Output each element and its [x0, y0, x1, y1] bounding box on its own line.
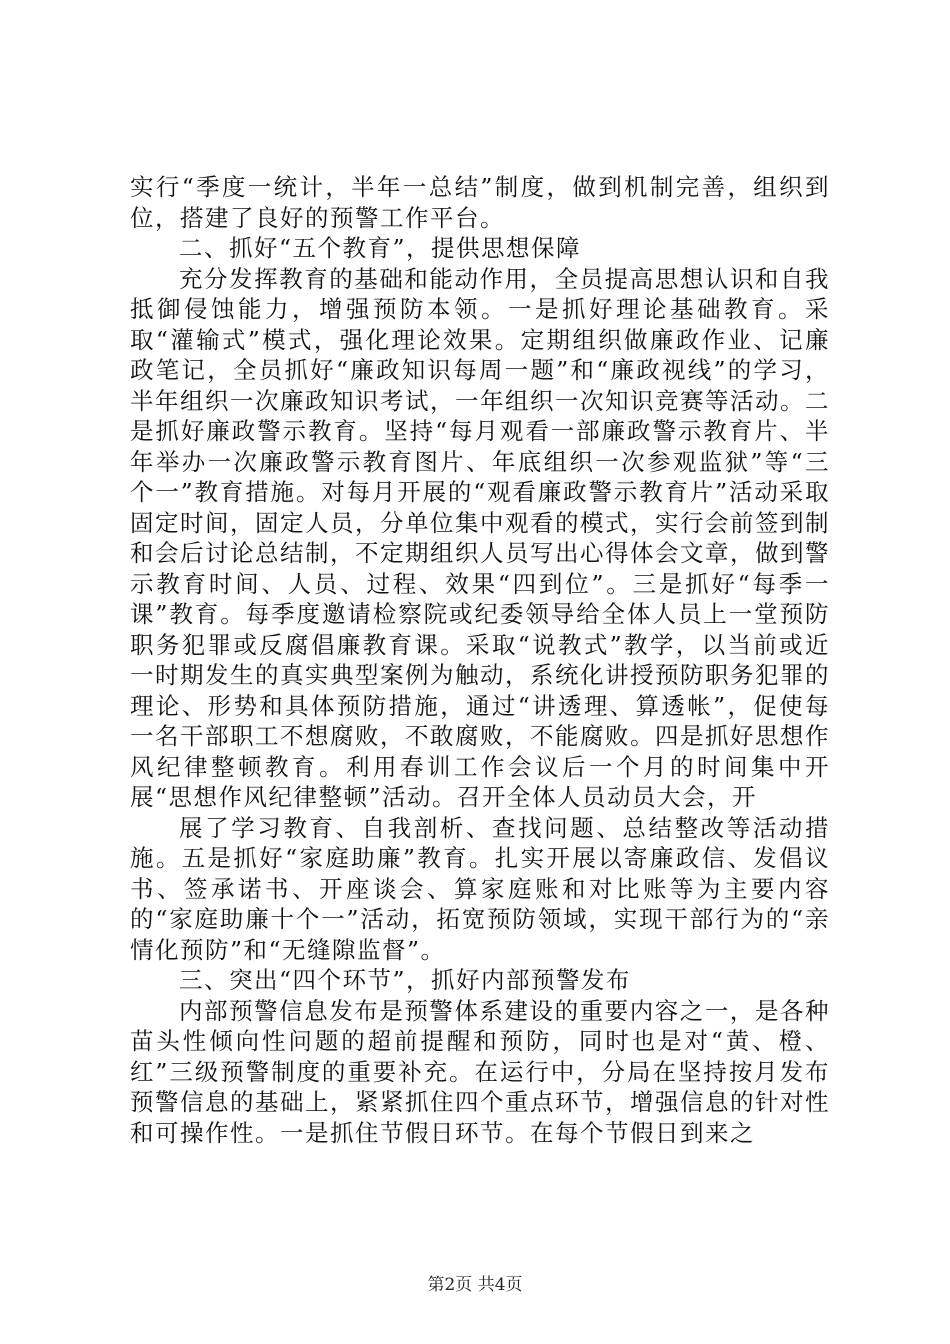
page-number-footer: 第2页 共4页 [427, 1275, 523, 1295]
section-heading-three: 三、突出“四个环节”，抓好内部预警发布 [179, 966, 632, 994]
document-body [130, 172, 830, 1148]
paragraph-family-education: 展了学习教育、自我剖析、查找问题、总结整改等活动措施。五是抓好“家庭助廉”教育。扎实开展以寄廉政信、发倡议书、签承诺书、开座谈会、算家庭账和对比账等为主要内容的“家庭助廉十个一”活动，拓宽预防领域，实现干部行为的“亲情化预防”和“无缝隙监督”。 [130, 813, 830, 964]
paragraph-five-educations: 充分发挥教育的基础和能动作用，全员提高思想认识和自我抵御侵蚀能力，增强预防本领。一是抓好理论基础教育。采取“灌输式”模式，强化理论效果。定期组织做廉政作业、记廉政笔记，全员抓好“廉政知识每周一题”和“廉政视线”的学习，半年组织一次廉政知识考试，一年组织一次知识竞赛等活动。二是抓好廉政警示教育。坚持“每月观看一部廉政警示教育片、半年举办一次廉政警示教育图片、年底组织一次参观监狱”等“三个一”教育措施。对每月开展的“观看廉政警示教育片”活动采取固定时间，固定人员，分单位集中观看的模式，实行会前签到制和会后讨论总结制，不定期组织人员写出心得体会文章，做到警示教育时间、人员、过程、效果“四到位”。三是抓好“每季一课”教育。每季度邀请检察院或纪委领导给全体人员上一堂预防职务犯罪或反腐倡廉教育课。采取“说教式”教学，以当前或近一时期发生的真实典型案例为触动，系统化讲授预防职务犯罪的理论、形势和具体预防措施，通过“讲透理、算透帐”，促使每一名干部职工不想腐败，不敢腐败，不能腐败。四是抓好思想作风纪律整顿教育。利用春训工作会议后一个月的时间集中开展“思想作风纪律整顿”活动。召开全体人员动员大会，开 [130, 264, 830, 811]
section-heading-two: 二、抓好“五个教育”，提供思想保障 [179, 234, 582, 262]
paragraph-continued: 实行“季度一统计，半年一总结”制度，做到机制完善，组织到位，搭建了良好的预警工作平台。 [130, 173, 830, 232]
paragraph-internal-warning: 内部预警信息发布是预警体系建设的重要内容之一，是各种苗头性倾向性问题的超前提醒和预防，同时也是对“黄、橙、红”三级预警制度的重要补充。在运行中，分局在坚持按月发布预警信息的基础上，紧紧抓住四个重点环节，增强信息的针对性和可操作性。一是抓住节假日环节。在每个节假日到来之 [130, 996, 830, 1147]
